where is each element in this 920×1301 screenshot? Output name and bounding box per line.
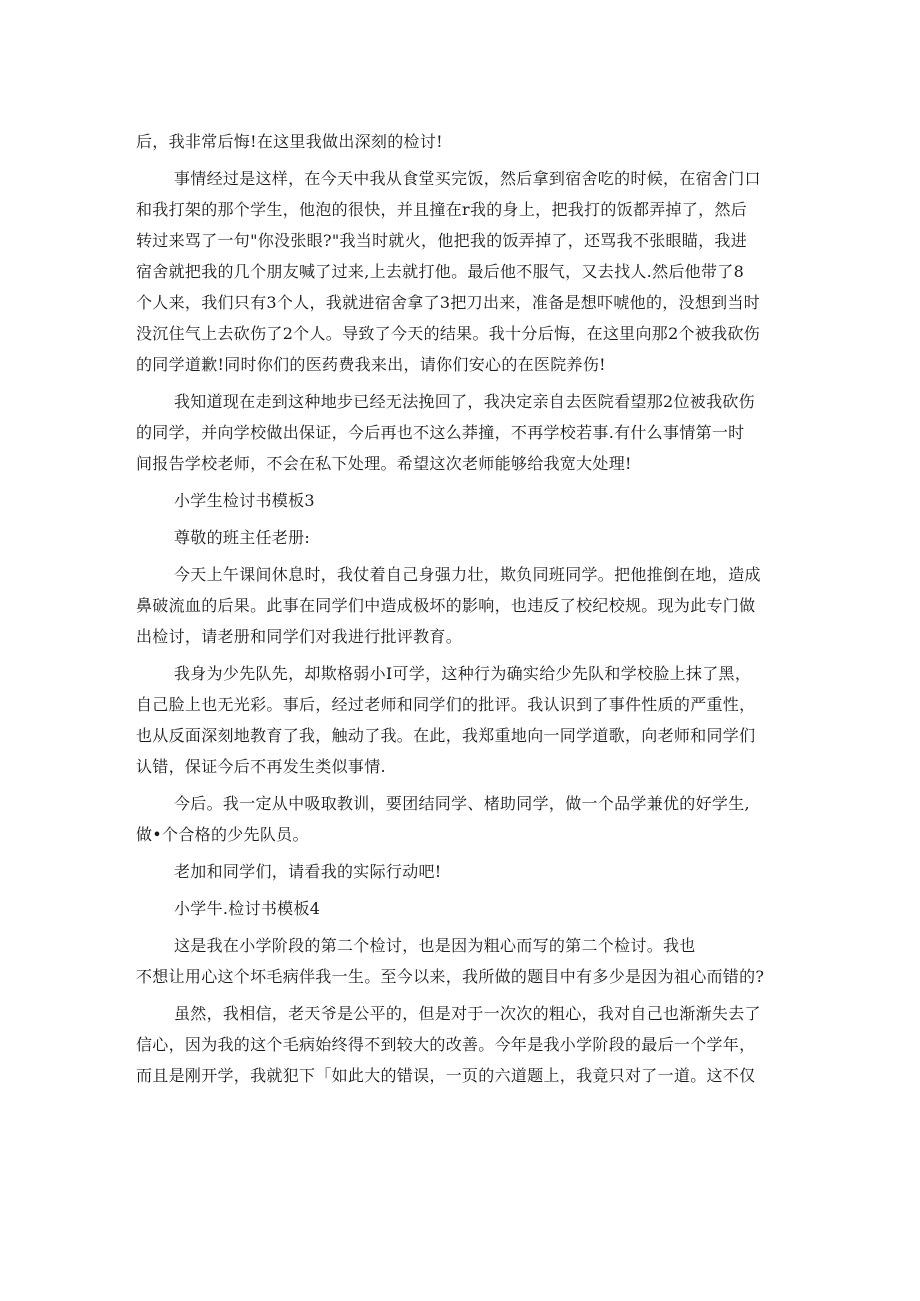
text-line: 间报告学校老师，不会在私下处理。希望这次老师能够给我宽大处理!	[136, 454, 632, 473]
text-line: 也从反面深刻地教育了我，触动了我。在此，我郑重地向一同学道歌，向老师和同学们	[136, 726, 756, 745]
text-line: 事情经过是这样，在今天中我从食堂买完饭，然后拿到宿舍吃的时候，在宿舍门口	[174, 169, 761, 188]
paragraph	[136, 126, 796, 157]
paragraph	[136, 658, 796, 782]
text-line: 今天上午课间休息时，我仗着自己身强力壮，欺负同班同学。把他推倒在地，造成	[174, 565, 761, 584]
paragraph	[136, 788, 796, 850]
text-line: 宿舍就把我的几个朋友喊了过来,上去就打他。最后他不服气，又去找人.然后他带了8	[136, 262, 745, 281]
text-line: 自己脸上也无光彩。事后，经过老师和同学们的批评。我认识到了事件性质的严重性，	[136, 695, 756, 714]
section-heading-text: 小学生检讨书模板3	[174, 491, 315, 510]
salutation-text: 尊敬的班主任老册:	[174, 528, 311, 547]
salutation	[136, 522, 796, 553]
text-line: 认错，保证今后不再发生类似事情.	[136, 757, 386, 776]
section-heading	[136, 893, 796, 924]
text-line: 和我打架的那个学生，他泡的很快，并且撞在r我的身上，把我打的饭都弄掉了，然后	[136, 200, 748, 219]
document-body	[136, 126, 796, 1091]
text-line: 个人来，我们只有3个人，我就进宿舍拿了3把刀出来，准备是想吓唬他的，没想到当时	[136, 293, 761, 312]
paragraph	[136, 559, 796, 652]
text-line: 的同学，并向学校做出保证，今后再也不这么莽撞，不再学校若事.有什么事情第一时	[136, 423, 745, 442]
text-line: 鼻破流血的后果。此事在同学们中造成极坏的影响，也违反了校纪校规。现为此专门做	[136, 596, 756, 615]
text-line: 的同学道歉!同时你们的医药费我来出，请你们安心的在医院养伤!	[136, 355, 606, 374]
section-heading	[136, 485, 796, 516]
text-line: 而且是刚开学，我就犯下「如此大的错误，一页的六道题上，我竟只对了一道。这不仅	[136, 1066, 756, 1085]
text-line: 做•个合格的少先队员。	[136, 825, 309, 844]
text-line: 我身为少先队先，却欺格弱小I可学，这种行为确实给少先队和学校脸上抹了黑，	[174, 664, 752, 683]
paragraph	[136, 856, 796, 887]
paragraph	[136, 386, 796, 479]
text-line: 信心，因为我的这个毛病始终得不到较大的改善。今年是我小学阶段的最后一个学年，	[136, 1035, 756, 1054]
text-line: 后，我非常后悔!在这里我做出深刻的检讨!	[136, 132, 443, 151]
text-line: 虽然，我相信，老天爷是公平的，但是对于一次次的粗心，我对自己也渐渐失去了	[174, 1004, 761, 1023]
paragraph	[136, 930, 796, 992]
text-line: 不想让用心这个坏毛病伴我一生。至今以来，我所做的题目中有多少是因为祖心而错的?	[136, 967, 765, 986]
text-line: 转过来骂了一句"你没张眼?"我当时就火，他把我的饭弄掉了，还骂我不张眼瞄，我进	[136, 231, 747, 250]
paragraph	[136, 998, 796, 1091]
text-line: 出检讨，请老册和同学们对我进行批评教育。	[136, 627, 463, 646]
text-line: 没沉住气上去砍伤了2个人。导致了今天的结果。我十分后悔，在这里向那2个被我砍伤	[136, 324, 761, 343]
text-line: 我知道现在走到这种地步已经无法挽回了，我决定亲自去医院看望那2位被我砍伤	[174, 392, 755, 411]
paragraph	[136, 163, 796, 380]
text-line: 今后。我一定从中吸取教训，要团结同学、楮助同学，做一个品学兼优的好学生,	[174, 794, 750, 813]
section-heading-text: 小学牛.检讨书模板4	[174, 899, 321, 918]
text-line: 这是我在小学阶段的第二个检讨，也是因为粗心而写的第二个检讨。我也	[174, 936, 696, 955]
text-line: 老加和同学们，请看我的实际行动吧!	[174, 862, 442, 881]
